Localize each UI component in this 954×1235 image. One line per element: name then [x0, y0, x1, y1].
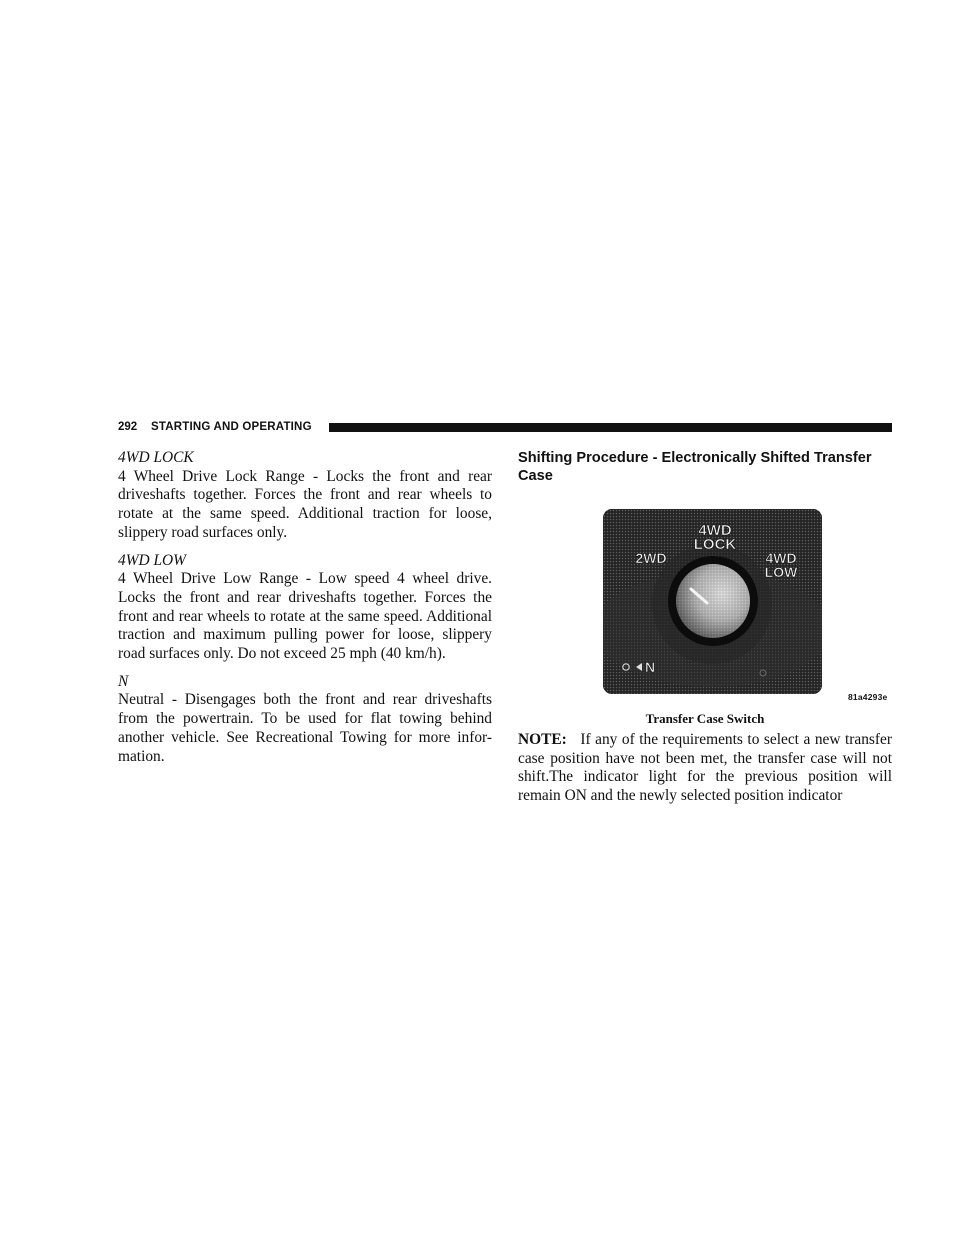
figure-caption: Transfer Case Switch: [645, 711, 765, 726]
page-header: [118, 420, 892, 434]
term-neutral: N: [118, 672, 129, 690]
note-paragraph: [518, 731, 892, 806]
label-neutral: N: [644, 659, 656, 675]
section-heading: Shifting Procedure - Electronically Shifted Transfer Case: [518, 450, 872, 484]
section-title: STARTING AND OPERATING: [151, 421, 312, 433]
label-2wd: 2WD: [635, 550, 667, 566]
transfer-case-switch-image: [603, 509, 822, 694]
note-text: If any of the requirements to select a new transfer case position have not been met, the transfer case will not shift.The indicator light for the previous position will remain ON and the newly selected position indicator: [518, 731, 893, 805]
label-4wd-low-bottom: LOW: [764, 564, 798, 580]
desc-neutral: Neutral - Disengages both the front and rear driveshafts from the powertrain. To be used for flat towing behind another vehicle. See Recreational Towing for more infor-mation.: [118, 691, 492, 765]
right-column: [518, 449, 892, 485]
label-4wd-lock-bottom: LOCK: [693, 536, 737, 553]
figure-code: 81a4293e: [848, 692, 888, 702]
header-rule: [329, 423, 892, 432]
page-number: 292: [118, 421, 138, 433]
note-label: NOTE:: [518, 731, 567, 748]
term-4wd-low: 4WD LOW: [118, 551, 186, 569]
desc-4wd-lock: 4 Wheel Drive Lock Range - Locks the front and rear driveshafts together. Forces the front and rear wheels to rotate at the same speed. Additional traction for loose, slippery road surfaces only.: [118, 467, 492, 541]
label-4wd-lock-top: 4WD: [698, 522, 732, 539]
term-4wd-lock: 4WD LOCK: [118, 449, 194, 466]
desc-4wd-low: 4 Wheel Drive Low Range - Low speed 4 wheel drive. Locks the front and rear driveshafts together. Forces the front and rear wheels to rotate at the same speed. Additional traction and maximum pulling power for loose, slippery road surfaces only. Do not exceed 25 mph (40 km/h).: [118, 570, 492, 663]
left-column: [118, 449, 492, 766]
label-4wd-low-top: 4WD: [765, 550, 797, 566]
